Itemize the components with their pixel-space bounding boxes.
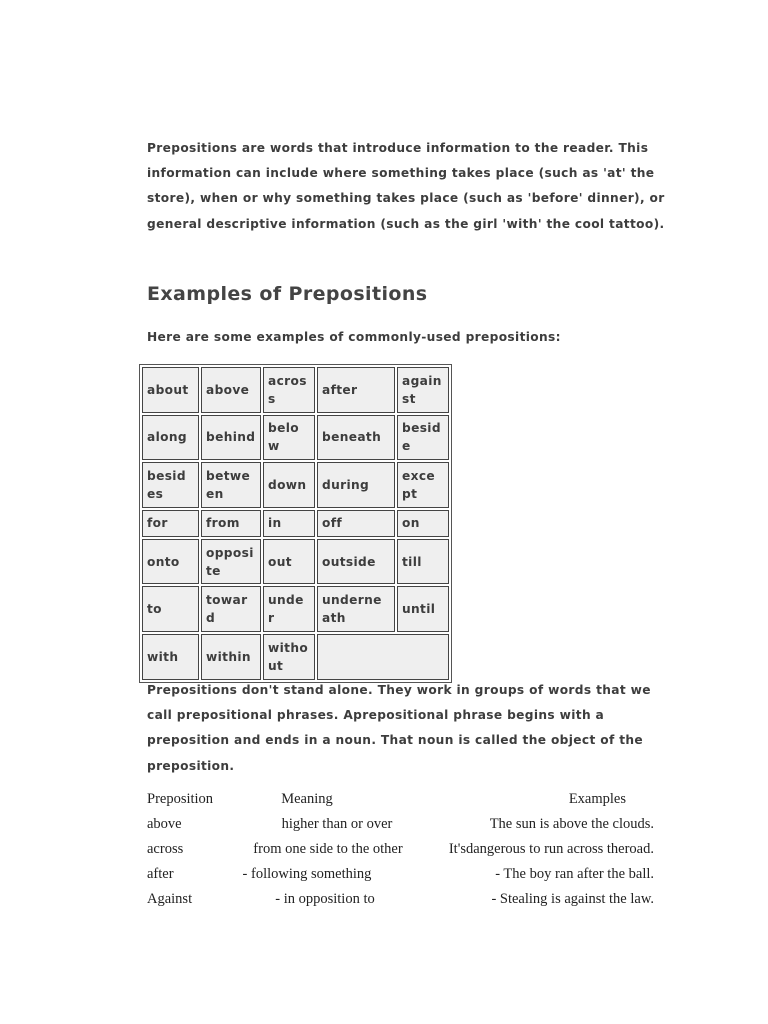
list-header-preposition: Preposition — [147, 791, 214, 807]
list-header-row — [147, 791, 667, 811]
table-row — [142, 539, 449, 585]
table-cell: without — [263, 634, 315, 680]
table-cell-empty — [317, 634, 449, 680]
phrases-paragraph: Prepositions don't stand alone. They work in groups of words that we call prepositional phrases. Aprepositional phrase begins with a preposition and ends in a noun. That noun is called the object of the preposition. — [147, 683, 651, 773]
table-row — [142, 367, 449, 413]
list-header-examples: Examples — [568, 791, 626, 807]
list-item — [147, 866, 667, 886]
table-cell: toward — [201, 586, 261, 632]
section-heading: Examples of Prepositions — [147, 283, 428, 305]
table-cell: between — [201, 462, 261, 508]
lead-paragraph: Here are some examples of commonly-used prepositions: — [147, 330, 561, 344]
table-cell: except — [397, 462, 449, 508]
table-cell: outside — [317, 539, 395, 585]
table-row — [142, 462, 449, 508]
table-cell: below — [263, 415, 315, 461]
list-item-meaning: - following something — [242, 866, 372, 882]
list-item-preposition: above — [147, 816, 182, 832]
table-cell: beside — [397, 415, 449, 461]
table-cell: off — [317, 510, 395, 537]
list-item-example: It'sdangerous to run across theroad. — [448, 841, 654, 857]
table-cell: opposite — [201, 539, 261, 585]
list-item-meaning: - in opposition to — [275, 891, 375, 907]
list-item-meaning: higher than or over — [281, 816, 393, 832]
table-cell: underneath — [317, 586, 395, 632]
table-cell: beneath — [317, 415, 395, 461]
table-cell: about — [142, 367, 199, 413]
list-item — [147, 841, 667, 861]
list-item — [147, 816, 667, 836]
table-cell: with — [142, 634, 199, 680]
table-row — [142, 510, 449, 537]
intro-paragraph: Prepositions are words that introduce information to the reader. This information can include where something takes place (such as 'at' the store), when or why something takes place (such as 'before' dinner), or general descriptive information (such as the girl 'with' the cool tattoo). — [147, 141, 665, 231]
list-item-example: - The boy ran after the ball. — [495, 866, 654, 882]
list-item-preposition: across — [147, 841, 184, 857]
list-item-preposition: Against — [147, 891, 193, 907]
table-cell: down — [263, 462, 315, 508]
table-cell: under — [263, 586, 315, 632]
table-cell: on — [397, 510, 449, 537]
table-cell: above — [201, 367, 261, 413]
table-row — [142, 415, 449, 461]
table-cell: till — [397, 539, 449, 585]
table-cell: out — [263, 539, 315, 585]
table-cell: besides — [142, 462, 199, 508]
table-cell: from — [201, 510, 261, 537]
list-item — [147, 891, 667, 911]
table-cell: for — [142, 510, 199, 537]
table-cell: against — [397, 367, 449, 413]
list-item-example: - Stealing is against the law. — [491, 891, 654, 907]
table-row — [142, 634, 449, 680]
table-cell: within — [201, 634, 261, 680]
table-cell: across — [263, 367, 315, 413]
table-cell: onto — [142, 539, 199, 585]
list-header-meaning: Meaning — [281, 791, 333, 807]
table-cell: in — [263, 510, 315, 537]
list-item-meaning: from one side to the other — [253, 841, 403, 857]
table-cell: to — [142, 586, 199, 632]
table-row — [142, 586, 449, 632]
table-cell: until — [397, 586, 449, 632]
list-item-example: The sun is above the clouds. — [489, 816, 654, 832]
table-cell: behind — [201, 415, 261, 461]
prepositions-table — [139, 364, 452, 683]
table-cell: after — [317, 367, 395, 413]
table-cell: along — [142, 415, 199, 461]
list-item-preposition: after — [147, 866, 174, 882]
table-cell: during — [317, 462, 395, 508]
